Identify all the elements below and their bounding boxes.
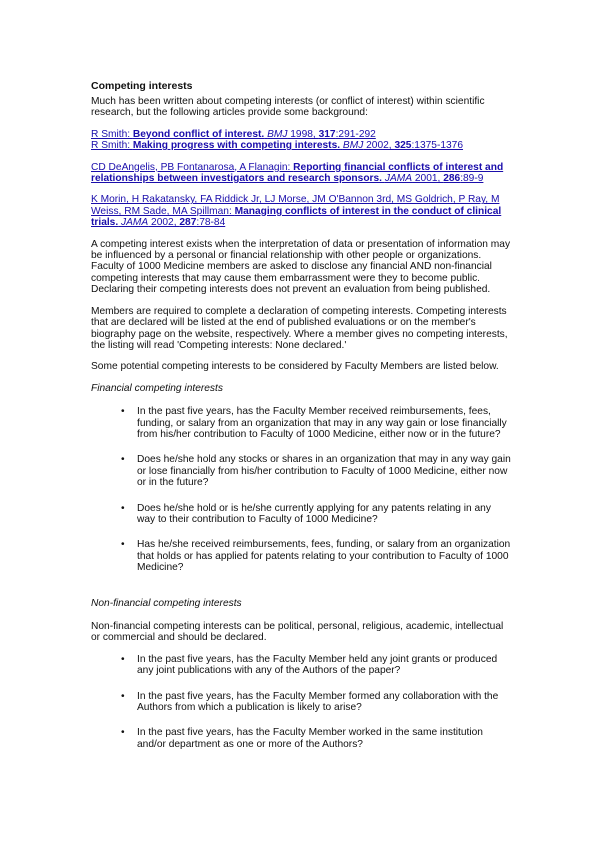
bullet-icon: • bbox=[121, 690, 125, 702]
reference-group-2 bbox=[91, 162, 511, 185]
reference-year: 1998, bbox=[287, 128, 319, 140]
reference-link[interactable] bbox=[91, 129, 511, 140]
reference-link[interactable] bbox=[91, 140, 511, 151]
reference-authors: CD DeAngelis, PB Fontanarosa, A Flanagin: bbox=[91, 161, 294, 173]
list-item-text: In the past five years, has the Faculty Member worked in the same institution and/or department as one or more of the Authors? bbox=[137, 727, 483, 750]
reference-title: Making progress with competing interests. bbox=[132, 140, 341, 152]
reference-journal: BMJ bbox=[342, 140, 364, 152]
reference-group-1 bbox=[91, 129, 511, 152]
page-title: Competing interests bbox=[91, 80, 193, 92]
nonfinancial-list bbox=[91, 654, 511, 750]
list-item-text: Has he/she received reimbursements, fees, funding, or salary from an organization that holds or has applied for patents relating to your contribution to Faculty of 1000 Medicine? bbox=[137, 539, 511, 574]
reference-pages: :89-9 bbox=[460, 173, 484, 185]
list-item-text: In the past five years, has the Faculty Member formed any collaboration with the Authors from which a publication is likely to arise? bbox=[137, 690, 499, 714]
list-item-text: In the past five years, has the Faculty Member received reimbursements, fees, funding, or salary from an organization that may in any way gain or lose financially from his/her contribution to Faculty of 1000 Medicine, either now or in the future? bbox=[137, 406, 507, 440]
reference-pages: :291-292 bbox=[335, 128, 376, 140]
list-item bbox=[91, 539, 511, 573]
bullet-icon: • bbox=[121, 406, 125, 418]
list-item bbox=[91, 727, 511, 750]
reference-volume: 317 bbox=[318, 128, 336, 140]
bullet-icon: • bbox=[121, 502, 125, 514]
reference-link[interactable] bbox=[91, 194, 511, 228]
bullet-icon: • bbox=[121, 539, 125, 551]
reference-volume: 287 bbox=[179, 217, 197, 229]
list-item bbox=[91, 406, 511, 440]
bullet-icon: • bbox=[121, 727, 125, 739]
reference-year: 2001, bbox=[412, 173, 444, 185]
reference-pages: :78-84 bbox=[196, 217, 226, 229]
reference-link[interactable] bbox=[91, 162, 511, 185]
list-item-text: Does he/she hold or is he/she currently applying for any patents relating in any way to their contribution to Faculty of 1000 Medicine? bbox=[137, 502, 491, 525]
intro-paragraph: Much has been written about competing interests (or conflict of interest) within scientific research, but the following articles provide some background: bbox=[91, 96, 485, 119]
reference-journal: JAMA bbox=[384, 173, 413, 185]
financial-section-title: Financial competing interests bbox=[91, 382, 223, 394]
reference-year: 2002, bbox=[363, 140, 395, 152]
list-item-text: In the past five years, has the Faculty Member held any joint grants or produced any joint publications with any of the Authors of the paper? bbox=[137, 653, 498, 677]
reference-volume: 325 bbox=[394, 140, 412, 152]
declaration-paragraph: Members are required to complete a declaration of competing interests. Competing interests that are declared will be listed at the end of published evaluations or on the member's biography page on the website, respectively. Where a member gives no competing interests, the listing will read 'Competing interests: None declared.' bbox=[91, 305, 508, 351]
reference-journal: JAMA bbox=[121, 217, 149, 229]
list-item-text: Does he/she hold any stocks or shares in an organization that may in any way gain or lose financially from his/her contribution to Faculty of 1000 Medicine, either now or in the future? bbox=[137, 454, 511, 489]
bullet-icon: • bbox=[121, 454, 125, 466]
listing-intro-paragraph: Some potential competing interests to be considered by Faculty Members are listed below. bbox=[91, 361, 499, 373]
financial-list bbox=[91, 406, 511, 573]
reference-authors: R Smith: bbox=[91, 140, 133, 152]
list-item bbox=[91, 654, 511, 677]
document-body bbox=[91, 80, 511, 764]
reference-volume: 286 bbox=[443, 173, 461, 185]
list-item bbox=[91, 503, 511, 526]
nonfinancial-intro-paragraph: Non-financial competing interests can be political, personal, religious, academic, intellectual or commercial and should be declared. bbox=[91, 621, 504, 644]
reference-year: 2002, bbox=[148, 217, 180, 229]
list-item bbox=[91, 691, 511, 714]
definition-paragraph: A competing interest exists when the interpretation of data or presentation of information may be influenced by a personal or financial relationship with other people or organizations. Faculty of 1000 Medicine members are asked to disclose any financial AND non-financial competing interests that may cause them embarrassment were they to become public. Declaring their competing interests does not prevent an evaluation from being published. bbox=[91, 238, 511, 296]
reference-title: Managing conflicts of interest in the conduct of clinical trials. bbox=[91, 205, 502, 229]
section-spacer bbox=[91, 588, 511, 598]
reference-authors: R Smith: bbox=[91, 128, 133, 140]
reference-pages: :1375-1376 bbox=[411, 140, 464, 152]
reference-authors: K Morin, H Rakatansky, FA Riddick Jr, LJ Morse, JM O'Bannon 3rd, MS Goldrich, P Ray, M Weiss, RM Sade, MA Spillman: bbox=[91, 194, 500, 217]
reference-title: Reporting financial conflicts of interest and relationships between investigators and research sponsors. bbox=[91, 161, 504, 185]
reference-journal: BMJ bbox=[267, 128, 288, 140]
reference-group-3 bbox=[91, 194, 511, 228]
bullet-icon: • bbox=[121, 653, 125, 665]
reference-title: Beyond conflict of interest. bbox=[132, 128, 265, 140]
list-item bbox=[91, 454, 511, 488]
nonfinancial-section-title: Non-financial competing interests bbox=[91, 597, 242, 609]
